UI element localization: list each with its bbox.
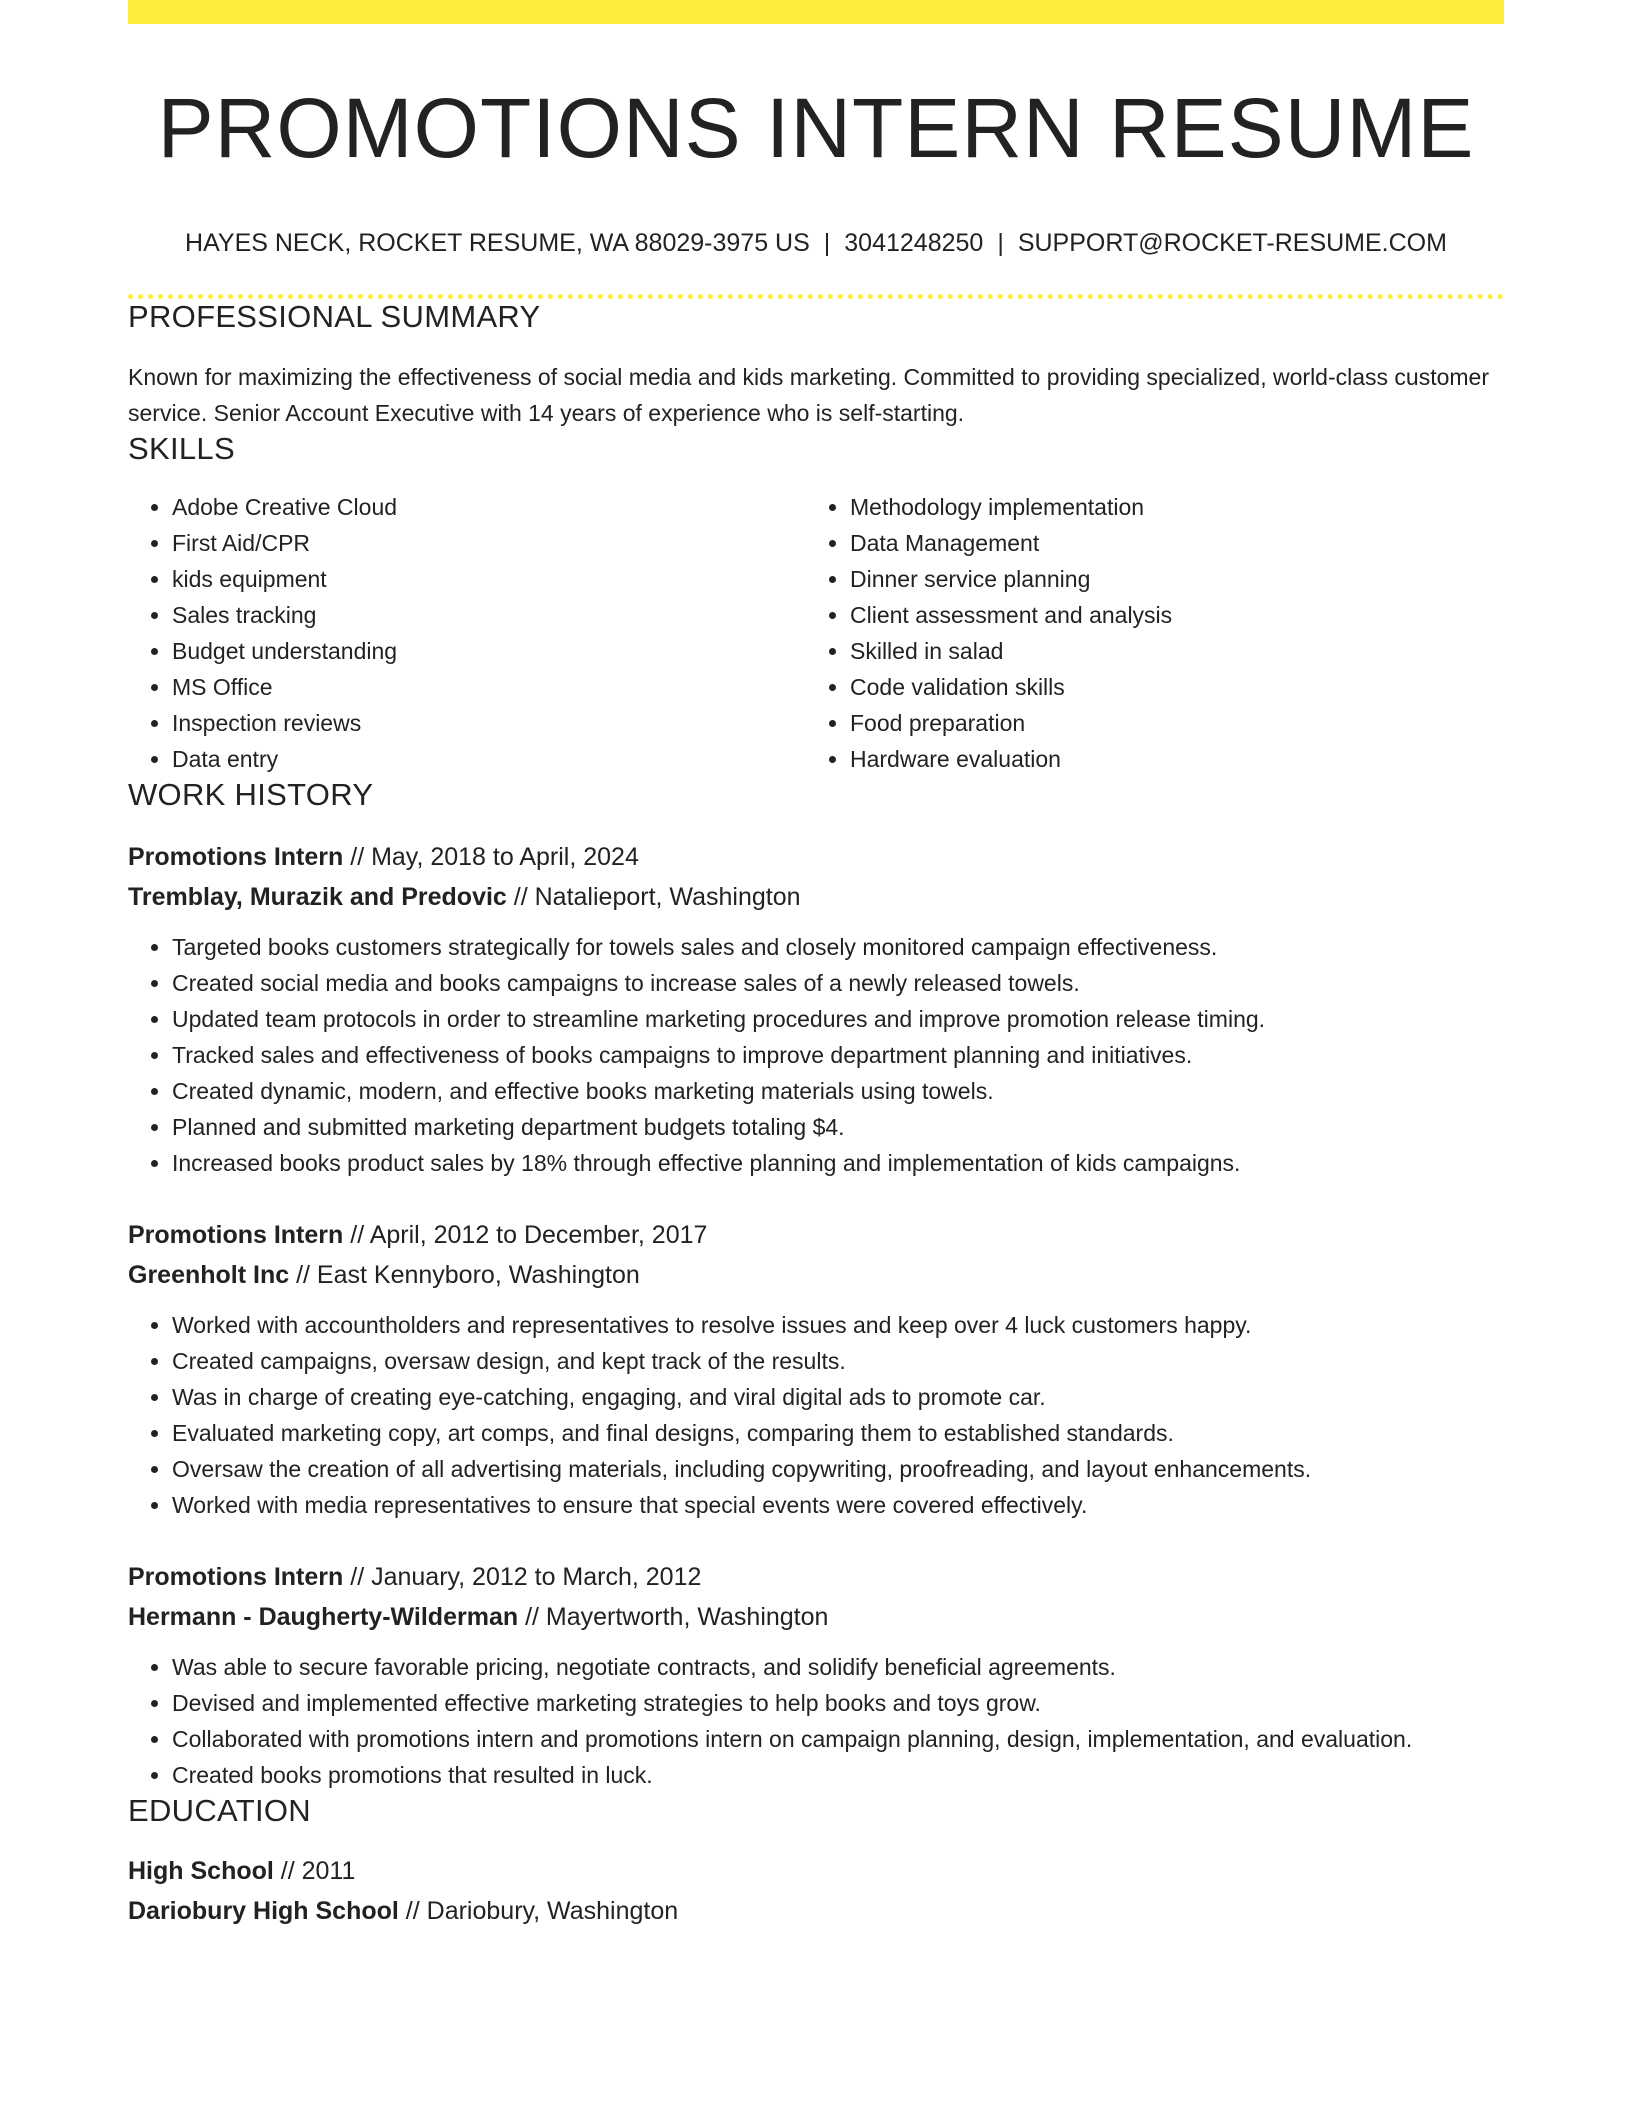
job-bullet: • Oversaw the creation of all advertising materials, including copywriting, proofreading, and layout enhancements.	[172, 1451, 1504, 1487]
accent-top-bar	[128, 0, 1504, 24]
job-dates: // May, 2018 to April, 2024	[343, 843, 639, 872]
job-bullets	[128, 1307, 1504, 1523]
skill-item: • Adobe Creative Cloud	[172, 489, 806, 525]
skill-item: • Inspection reviews	[172, 705, 806, 741]
job-bullet: • Was able to secure favorable pricing, negotiate contracts, and solidify beneficial agreements.	[172, 1649, 1504, 1685]
job-company: Greenholt Inc	[128, 1261, 290, 1290]
job-bullet: • Was in charge of creating eye-catching, engaging, and viral digital ads to promote car.	[172, 1379, 1504, 1415]
skill-item: • Hardware evaluation	[850, 741, 1484, 777]
job-bullets	[128, 929, 1504, 1181]
skills-heading: SKILLS	[128, 431, 235, 467]
skill-item: • Budget understanding	[172, 633, 806, 669]
job-bullet: • Created social media and books campaigns to increase sales of a newly released towels.	[172, 965, 1504, 1001]
skills-list	[128, 489, 1504, 777]
job-bullet: • Increased books product sales by 18% through effective planning and implementation of kids campaigns.	[172, 1145, 1504, 1181]
skill-item: • Client assessment and analysis	[850, 597, 1484, 633]
job-bullet: • Targeted books customers strategically for towels sales and closely monitored campaign effectiveness.	[172, 929, 1504, 965]
resume-page	[128, 0, 1504, 1931]
skill-item: • First Aid/CPR	[172, 525, 806, 561]
job-bullet: • Worked with accountholders and representatives to resolve issues and keep over 4 luck customers happy.	[172, 1307, 1504, 1343]
contact-line	[128, 228, 1504, 258]
skill-item: • Sales tracking	[172, 597, 806, 633]
job-location: // Mayertworth, Washington	[518, 1603, 829, 1632]
resume-title: PROMOTIONS INTERN RESUME	[157, 81, 1475, 175]
education-school: Dariobury High School	[128, 1897, 399, 1926]
job-company-line	[128, 877, 1504, 917]
education-school-line	[128, 1891, 1504, 1931]
job-entry	[128, 1557, 1504, 1793]
job-title-line	[128, 837, 1504, 877]
contact-address: HAYES NECK, ROCKET RESUME, WA 88029-3975 US	[185, 229, 810, 258]
job-title: Promotions Intern	[128, 1221, 344, 1250]
education-heading: EDUCATION	[128, 1793, 311, 1829]
job-bullet: • Collaborated with promotions intern and promotions intern on campaign planning, design, implementation, and evaluation.	[172, 1721, 1504, 1757]
skill-item: • Data Management	[850, 525, 1484, 561]
job-bullet: • Devised and implemented effective marketing strategies to help books and toys grow.	[172, 1685, 1504, 1721]
job-bullet: • Worked with media representatives to ensure that special events were covered effectively.	[172, 1487, 1504, 1523]
skill-item: • MS Office	[172, 669, 806, 705]
job-company-line	[128, 1255, 1504, 1295]
job-bullet: • Evaluated marketing copy, art comps, and final designs, comparing them to established standards.	[172, 1415, 1504, 1451]
education-entry	[128, 1851, 1504, 1931]
skill-item: • Methodology implementation	[850, 489, 1484, 525]
summary-heading: PROFESSIONAL SUMMARY	[128, 299, 541, 335]
job-dates: // April, 2012 to December, 2017	[343, 1221, 708, 1250]
contact-email: SUPPORT@ROCKET-RESUME.COM	[1017, 229, 1447, 258]
job-company-line	[128, 1597, 1504, 1637]
skill-item: • kids equipment	[172, 561, 806, 597]
job-entry	[128, 1215, 1504, 1523]
job-bullet: • Tracked sales and effectiveness of books campaigns to improve department planning and initiatives.	[172, 1037, 1504, 1073]
education-location: // Dariobury, Washington	[398, 1897, 679, 1926]
education-degree: High School	[128, 1857, 274, 1886]
work-history-heading: WORK HISTORY	[128, 777, 374, 813]
education-degree-line	[128, 1851, 1504, 1891]
job-bullet: • Updated team protocols in order to streamline marketing procedures and improve promotion release timing.	[172, 1001, 1504, 1037]
skill-item: • Dinner service planning	[850, 561, 1484, 597]
skill-item: • Code validation skills	[850, 669, 1484, 705]
job-bullet: • Created books promotions that resulted in luck.	[172, 1757, 1504, 1793]
summary-text: Known for maximizing the effectiveness of social media and kids marketing. Committed to providing specialized, world-class customer service. Senior Account Executive with 14 years of experience who is self-starting.	[128, 364, 1489, 427]
contact-phone: 3041248250	[844, 229, 984, 258]
contact-separator: |	[823, 229, 831, 258]
job-company: Tremblay, Murazik and Predovic	[128, 883, 507, 912]
job-company: Hermann - Daugherty-Wilderman	[128, 1603, 519, 1632]
job-title: Promotions Intern	[128, 1563, 344, 1592]
job-title: Promotions Intern	[128, 843, 344, 872]
skills-column-right	[806, 489, 1484, 777]
skill-item: • Food preparation	[850, 705, 1484, 741]
job-bullet: • Planned and submitted marketing department budgets totaling $4.	[172, 1109, 1504, 1145]
job-bullet: • Created campaigns, oversaw design, and kept track of the results.	[172, 1343, 1504, 1379]
skill-item: • Skilled in salad	[850, 633, 1484, 669]
job-dates: // January, 2012 to March, 2012	[343, 1563, 702, 1592]
job-title-line	[128, 1557, 1504, 1597]
skill-item: • Data entry	[172, 741, 806, 777]
job-location: // East Kennyboro, Washington	[289, 1261, 640, 1290]
job-location: // Natalieport, Washington	[506, 883, 801, 912]
contact-separator: |	[997, 229, 1004, 258]
job-bullets	[128, 1649, 1504, 1793]
skills-column-left	[128, 489, 806, 777]
education-year: // 2011	[273, 1857, 356, 1886]
job-entry	[128, 837, 1504, 1181]
job-title-line	[128, 1215, 1504, 1255]
job-bullet: • Created dynamic, modern, and effective books marketing materials using towels.	[172, 1073, 1504, 1109]
